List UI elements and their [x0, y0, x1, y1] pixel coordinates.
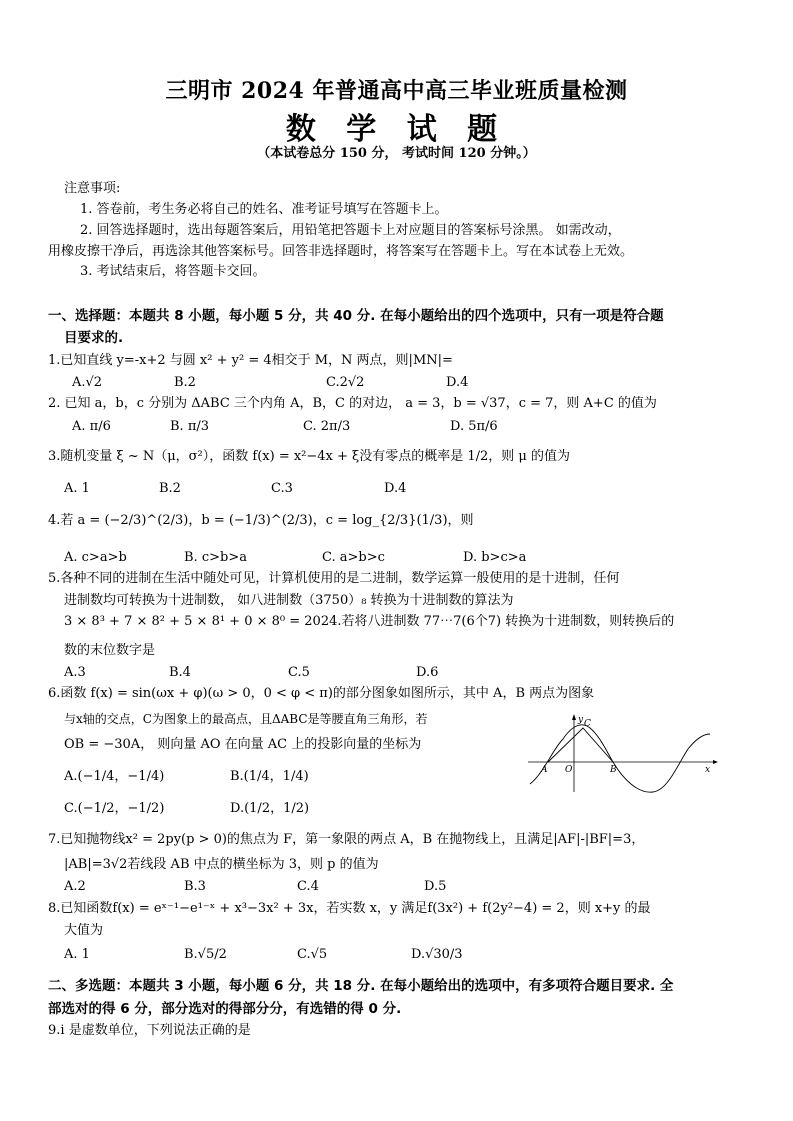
q4-option-b: B. c>b>a: [184, 550, 247, 565]
sine-graph-figure: [528, 714, 718, 794]
q6-line-1: 6.函数 f(x) = sin(ωx + φ)(ω > 0，0 < φ < π)的部分图象如图所示，其中 A，B 两点为图象: [48, 686, 595, 701]
q7-line-1: 7.已知抛物线x² = 2py(p > 0)的焦点为 F，第一象限的两点 A，B 在抛物线上，且满足|AF|-|BF|=3，: [48, 832, 645, 847]
q1-option-c: C.2√2: [326, 375, 365, 390]
q8-line-2: 大值为: [64, 923, 104, 938]
label-y: y: [578, 715, 584, 725]
q1-option-d: D.4: [446, 375, 469, 390]
q1-option-a: A.√2: [72, 375, 103, 390]
label-o: O: [565, 765, 573, 775]
q5-line-4: 数的末位数字是: [64, 643, 156, 658]
q4-option-a: A. c>a>b: [64, 550, 127, 565]
q6-option-b: B.(1/4，1/4): [230, 769, 309, 784]
q9-stem: 9.i 是虚数单位，下列说法正确的是: [48, 1023, 251, 1038]
q6-option-a: A.(−1/4，−1/4): [64, 769, 165, 784]
label-x: x: [705, 765, 711, 775]
q5-line-1: 5.各种不同的进制在生活中随处可见，计算机使用的是二进制，数学运算一般使用的是十进制，任何: [48, 571, 620, 586]
q4-stem: 4.若 a = (−2/3)^(2/3)，b = (−1/3)^(2/3)，c = log_{2/3}(1/3)，则: [48, 513, 474, 528]
q5-line-3: 3 × 8³ + 7 × 8² + 5 × 8¹ + 0 × 8⁰ = 2024.若将八进制数 77⋯7(6个7) 转换为十进制数，则转换后的: [64, 614, 675, 629]
notice-item-2b: 用橡皮擦干净后，再选涂其他答案标号。回答非选择题时，将答案写在答题卡上。写在本试卷上无效。: [48, 244, 634, 259]
label-c: C: [584, 719, 591, 729]
q7-option-d: D.5: [424, 879, 447, 894]
q3-option-b: B.2: [159, 481, 181, 496]
q5-option-d: D.6: [416, 665, 439, 680]
sine-curve: [530, 725, 710, 792]
notice-item-3: 3. 考试结束后，将答题卡交回。: [80, 264, 266, 279]
label-b: B: [610, 765, 617, 775]
y-axis-arrow-icon: [572, 714, 576, 720]
q2-option-c: C. 2π/3: [303, 419, 351, 434]
section2-heading: 二、多选题：本题共 3 小题，每小题 6 分，共 18 分. 在每小题给出的选项中，有多项符合题目要求. 全: [48, 978, 674, 994]
q6-option-d: D.(1/2，1/2): [230, 801, 310, 816]
q3-stem: 3.随机变量 ξ ~ N（μ，σ²），函数 f(x) = x²−4x + ξ没有零点的概率是 1/2，则 μ 的值为: [48, 449, 570, 464]
x-axis-arrow-icon: [713, 760, 718, 764]
q7-option-a: A.2: [64, 879, 86, 894]
q7-option-c: C.4: [297, 879, 319, 894]
q2-stem: 2. 已知 a，b，c 分别为 ΔABC 三个内角 A，B，C 的对边， a = 3，b = √37，c = 7，则 A+C 的值为: [48, 396, 657, 411]
q2-option-d: D. 5π/6: [450, 419, 498, 434]
q5-line-2: 进制数均可转换为十进制数， 如八进制数（3750）₈ 转换为十进制数的算法为: [64, 593, 514, 608]
section1-heading: 一、选择题：本题共 8 小题，每小题 5 分，共 40 分. 在每小题给出的四个选项中，只有一项是符合题: [48, 308, 664, 324]
q8-option-c: C.√5: [297, 947, 328, 962]
q3-option-a: A. 1: [64, 481, 90, 496]
exam-title: 三明市 2024 年普通高中高三毕业班质量检测: [165, 78, 628, 104]
label-a: A: [541, 765, 548, 775]
section1-heading-cont: 目要求的.: [64, 330, 124, 346]
q1-option-b: B.2: [174, 375, 196, 390]
q3-option-d: D.4: [384, 481, 407, 496]
q6-option-c: C.(−1/2，−1/2): [64, 801, 165, 816]
notice-item-1: 1. 答卷前，考生务必将自己的姓名、准考证号填写在答题卡上。: [80, 202, 448, 217]
q8-option-d: D.√30/3: [411, 947, 463, 962]
notice-item-2a: 2. 回答选择题时，选出每题答案后，用铅笔把答题卡上对应题目的答案标号涂黑。 如需改动，: [80, 223, 621, 238]
q4-option-d: D. b>c>a: [463, 550, 527, 565]
q6-line-3: OB = −30A， 则向量 AO 在向量 AC 上的投影向量的坐标为: [64, 737, 422, 752]
q8-option-a: A. 1: [64, 947, 90, 962]
subject-title: 数 学 试 题: [285, 112, 508, 147]
q2-option-b: B. π/3: [170, 419, 210, 434]
q8-option-b: B.√5/2: [184, 947, 227, 962]
q7-line-2: |AB|=3√2若线段 AB 中点的横坐标为 3，则 p 的值为: [64, 857, 379, 872]
q5-option-b: B.4: [169, 665, 191, 680]
q4-option-c: C. a>b>c: [322, 550, 385, 565]
q1-stem: 1.已知直线 y=-x+2 与圆 x² + y² = 4相交于 M，N 两点，则|MN|=: [48, 353, 453, 368]
q6-line-2: 与x轴的交点，C为图象上的最高点，且ΔABC是等腰直角三角形，若: [64, 712, 428, 726]
q8-line-1: 8.已知函数f(x) = eˣ⁻¹−e¹⁻ˣ + x³−3x² + 3x，若实数 x，y 满足f(3x²) + f(2y²−4) = 2，则 x+y 的最: [48, 901, 651, 916]
q5-option-a: A.3: [64, 665, 86, 680]
q7-option-b: B.3: [184, 879, 206, 894]
q5-option-c: C.5: [288, 665, 310, 680]
exam-subtitle: （本试卷总分 150 分， 考试时间 120 分钟。）: [257, 146, 536, 161]
section2-heading-cont: 部选对的得 6 分，部分选对的得部分分，有选错的得 0 分.: [48, 1001, 402, 1017]
notice-heading: 注意事项:: [64, 181, 121, 196]
q2-option-a: A. π/6: [72, 419, 111, 434]
q3-option-c: C.3: [271, 481, 293, 496]
